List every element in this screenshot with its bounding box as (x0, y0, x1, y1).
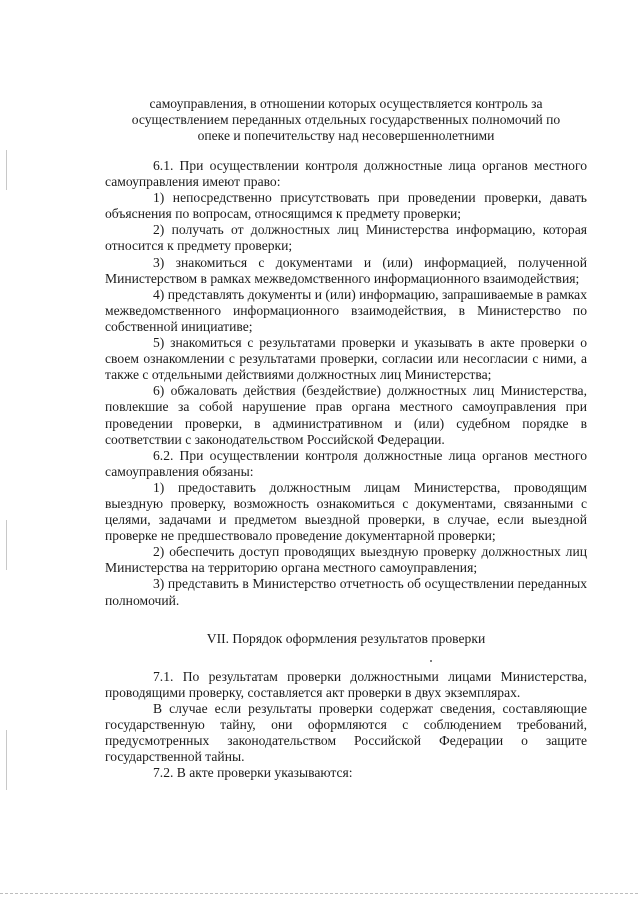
scan-speck (430, 660, 432, 662)
header-line: опеке и попечительству над несовершеннолетними (197, 128, 495, 144)
list-item: 1) предоставить должностным лицам Министерства, проводящим выездную проверку, возможность ознакомиться с документами, связанными с целями, задачами и предметом выездной проверки, в случае, если выездной проверке не предшествовало проведение документарной проверки; (105, 479, 587, 544)
header-line: самоуправления, в отношении которых осуществляется контроль за (149, 96, 543, 111)
paragraph-6-2: 6.2. При осуществлении контроля должностные лица органов местного самоуправления обязаны: (105, 447, 587, 479)
header-block (105, 96, 587, 144)
list-item: 2) обеспечить доступ проводящих выездную проверку должностных лиц Министерства на территорию органа местного самоуправления; (105, 544, 587, 576)
list-item: 4) представлять документы и (или) информацию, запрашиваемые в рамках межведомственного информационного взаимодействия, в Министерство по собственной инициативе; (105, 286, 587, 334)
list-item: 2) получать от должностных лиц Министерства информацию, которая относится к предмету проверки; (105, 222, 587, 254)
list-item: 3) знакомиться с документами и (или) информацией, полученной Министерством в рамках межведомственного информационного взаимодействия; (105, 254, 587, 286)
list-item: 1) непосредственно присутствовать при проведении проверки, давать объяснения по вопросам, относящимся к предмету проверки; (105, 190, 587, 222)
paragraph-7-2: 7.2. В акте проверки указываются: (153, 765, 353, 781)
scan-margin-mark (6, 150, 7, 190)
list-item: 6) обжаловать действия (бездействие) должностных лиц Министерства, повлекшие за собой нарушение прав органа местного самоуправления при проведении проверки, в административном и (или) судебном порядке в соответствии с законодательством Российской Федерации. (105, 383, 587, 447)
document-body (105, 158, 587, 781)
scan-margin-mark (6, 520, 7, 570)
paragraph-6-1: 6.1. При осуществлении контроля должностные лица органов местного самоуправления имеют право: (105, 158, 587, 190)
scan-bottom-edge (0, 893, 640, 894)
list-item: 5) знакомиться с результатами проверки и указывать в акте проверки о своем ознакомлении с результатами проверки, согласии или несогласии с ними, а также с отдельными действиями должностных лиц Министерства; (105, 335, 587, 383)
section-title: VII. Порядок оформления результатов проверки (206, 630, 486, 646)
paragraph-7-1: 7.1. По результатам проверки должностными лицами Министерства, проводящими проверку, составляется акт проверки в двух экземплярах. (105, 668, 587, 700)
paragraph: В случае если результаты проверки содержат сведения, составляющие государственную тайну, они оформляются с соблюдением требований, предусмотренных законодательством Российской Федерации о защите государственной тайны. (105, 700, 587, 765)
list-item: 3) представить в Министерство отчетность об осуществлении переданных полномочий. (105, 576, 587, 608)
header-line: осуществлением переданных отдельных государственных полномочий по (131, 112, 561, 128)
scan-margin-mark (6, 730, 7, 790)
